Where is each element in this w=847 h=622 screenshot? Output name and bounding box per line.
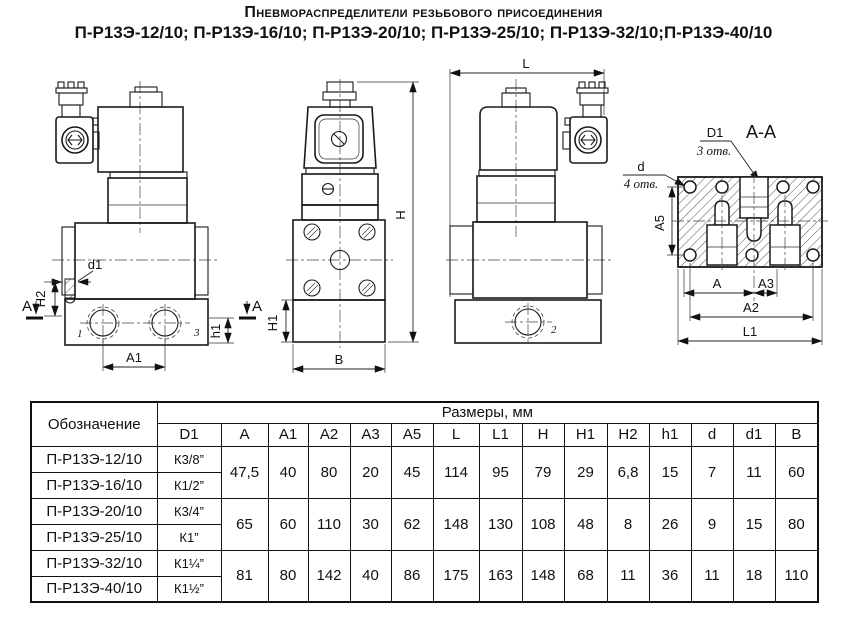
- designation-cell: П-Р13Э-20/10: [31, 498, 157, 524]
- hole-d-label: d: [637, 159, 645, 174]
- value-cell: 81: [221, 550, 268, 602]
- value-cell: 6,8: [607, 446, 649, 498]
- dim-H2-label: H2: [33, 290, 48, 308]
- section-mark-a-right: [239, 298, 262, 318]
- designation-cell: П-Р13Э-25/10: [31, 524, 157, 550]
- dim-B: [293, 344, 385, 373]
- value-cell: 163: [479, 550, 522, 602]
- port-2-label: 2: [551, 324, 557, 336]
- value-cell: 62: [391, 498, 433, 550]
- valve-front-view: [265, 79, 419, 373]
- value-cell: 26: [649, 498, 691, 550]
- dim-A3-label: A3: [758, 276, 774, 291]
- value-cell: 15: [649, 446, 691, 498]
- dim-H-label: H: [393, 210, 408, 220]
- valve-side-view-right: [446, 56, 685, 343]
- dim-H2: [33, 282, 63, 316]
- value-cell: 45: [391, 446, 433, 498]
- value-cell: 95: [479, 446, 522, 498]
- col-header-D1: D1: [157, 423, 221, 446]
- value-cell: 15: [733, 498, 775, 550]
- value-cell: 142: [308, 550, 350, 602]
- value-cell: 29: [564, 446, 607, 498]
- col-header-h1: h1: [649, 423, 691, 446]
- dim-A1-label: A1: [126, 350, 142, 365]
- col-header-H: H: [522, 423, 564, 446]
- dim-A3: [754, 276, 777, 293]
- col-header-H2: H2: [607, 423, 649, 446]
- dim-h1-label: h1: [208, 323, 223, 339]
- dim-A1: [103, 338, 165, 371]
- value-cell: 148: [433, 498, 479, 550]
- col-header-H1: H1: [564, 423, 607, 446]
- thread-cell: К1½”: [157, 576, 221, 602]
- value-cell: 8: [607, 498, 649, 550]
- col-header-A5: A5: [391, 423, 433, 446]
- hole-D1-label: D1: [706, 125, 724, 140]
- value-cell: 18: [733, 550, 775, 602]
- value-cell: 11: [607, 550, 649, 602]
- col-header-A: A: [221, 423, 268, 446]
- port-3-label: 3: [194, 327, 200, 339]
- value-cell: 80: [775, 498, 818, 550]
- value-cell: 80: [308, 446, 350, 498]
- callout-d-holes: [623, 159, 685, 191]
- armature: [108, 178, 187, 223]
- electrical-connector: [563, 82, 608, 163]
- value-cell: 11: [733, 446, 775, 498]
- value-cell: 20: [350, 446, 391, 498]
- dim-H1-label: H1: [265, 314, 280, 332]
- designation-cell: П-Р13Э-16/10: [31, 472, 157, 498]
- table-row: [31, 446, 818, 472]
- value-cell: 36: [649, 550, 691, 602]
- electrical-connector: [56, 82, 99, 163]
- col-header-A3: A3: [350, 423, 391, 446]
- dim-A2-label: A2: [743, 300, 759, 315]
- value-cell: 60: [268, 498, 308, 550]
- coil-cap: [130, 92, 162, 107]
- coil-body: [480, 107, 557, 170]
- port-1-label: 1: [77, 328, 83, 340]
- port-block: [293, 300, 385, 342]
- table-row: [31, 498, 818, 524]
- value-cell: 86: [391, 550, 433, 602]
- value-cell: 108: [522, 498, 564, 550]
- thread-cell: К1”: [157, 524, 221, 550]
- value-cell: 175: [433, 550, 479, 602]
- coil-cap-top: [135, 87, 157, 92]
- value-cell: 7: [691, 446, 733, 498]
- connector-screw-icon: [62, 127, 88, 153]
- value-cell: 9: [691, 498, 733, 550]
- section-a-letter: A: [22, 298, 33, 315]
- value-cell: 68: [564, 550, 607, 602]
- thread-cell: К3/4”: [157, 498, 221, 524]
- table-row: [31, 550, 818, 576]
- title-line1: Пневмораспределители резьбового присоединения: [244, 4, 603, 21]
- technical-drawing: [0, 55, 847, 397]
- dim-H1: [265, 300, 293, 342]
- d1-drain-hole: [65, 279, 75, 298]
- coil-body: [98, 107, 183, 172]
- title-line2: П-Р13Э-12/10; П-Р13Э-16/10; П-Р13Э-20/10; П-Р13Э-25/10; П-Р13Э-32/10;П-Р13Э-40/10: [74, 23, 773, 42]
- section-a-letter: A: [252, 298, 263, 315]
- dim-A5-label: A5: [652, 215, 667, 231]
- section-a-a: [652, 122, 828, 345]
- value-cell: 48: [564, 498, 607, 550]
- value-cell: 79: [522, 446, 564, 498]
- value-cell: 110: [775, 550, 818, 602]
- dim-A-label: A: [712, 276, 722, 291]
- sizes-header: Размеры, мм: [157, 402, 818, 423]
- port-block: [65, 299, 208, 345]
- right-flange: [195, 227, 208, 295]
- designation-header: Обозначение: [31, 402, 157, 446]
- col-header-d: d: [691, 423, 733, 446]
- dim-L1-label: L1: [742, 324, 758, 339]
- col-header-A1: A1: [268, 423, 308, 446]
- col-header-A2: A2: [308, 423, 350, 446]
- col-header-d1: d1: [733, 423, 775, 446]
- hole-d-qty-label: 4 отв.: [623, 176, 659, 191]
- top-cap-base: [323, 92, 356, 100]
- value-cell: 60: [775, 446, 818, 498]
- designation-cell: П-Р13Э-32/10: [31, 550, 157, 576]
- armature-flange: [479, 170, 555, 176]
- value-cell: 11: [691, 550, 733, 602]
- armature-flange: [110, 172, 187, 178]
- dim-H: [357, 82, 419, 342]
- value-cell: 114: [433, 446, 479, 498]
- dim-L-label: L: [522, 56, 530, 71]
- col-header-L1: L1: [479, 423, 522, 446]
- thread-cell: К1/2”: [157, 472, 221, 498]
- valve-side-view-left: [22, 81, 262, 371]
- sheet-title: [0, 3, 847, 43]
- dim-d1-label: d1: [87, 257, 103, 272]
- value-cell: 65: [221, 498, 268, 550]
- hole-D1-qty-label: 3 отв.: [696, 143, 732, 158]
- dim-h1: [208, 318, 234, 343]
- thread-cell: К3/8”: [157, 446, 221, 472]
- connector-screw-icon: [575, 127, 601, 153]
- value-cell: 30: [350, 498, 391, 550]
- value-cell: 40: [268, 446, 308, 498]
- designation-cell: П-Р13Э-40/10: [31, 576, 157, 602]
- col-header-L: L: [433, 423, 479, 446]
- section-title: А-А: [745, 122, 777, 142]
- dim-B-label: B: [334, 352, 344, 367]
- value-cell: 148: [522, 550, 564, 602]
- dimensions-table: [30, 401, 819, 603]
- dim-A2: [690, 263, 813, 321]
- value-cell: 80: [268, 550, 308, 602]
- value-cell: 47,5: [221, 446, 268, 498]
- value-cell: 110: [308, 498, 350, 550]
- dim-d1: [50, 257, 102, 282]
- thread-cell: К1¼”: [157, 550, 221, 576]
- col-header-B: B: [775, 423, 818, 446]
- value-cell: 40: [350, 550, 391, 602]
- designation-cell: П-Р13Э-12/10: [31, 446, 157, 472]
- value-cell: 130: [479, 498, 522, 550]
